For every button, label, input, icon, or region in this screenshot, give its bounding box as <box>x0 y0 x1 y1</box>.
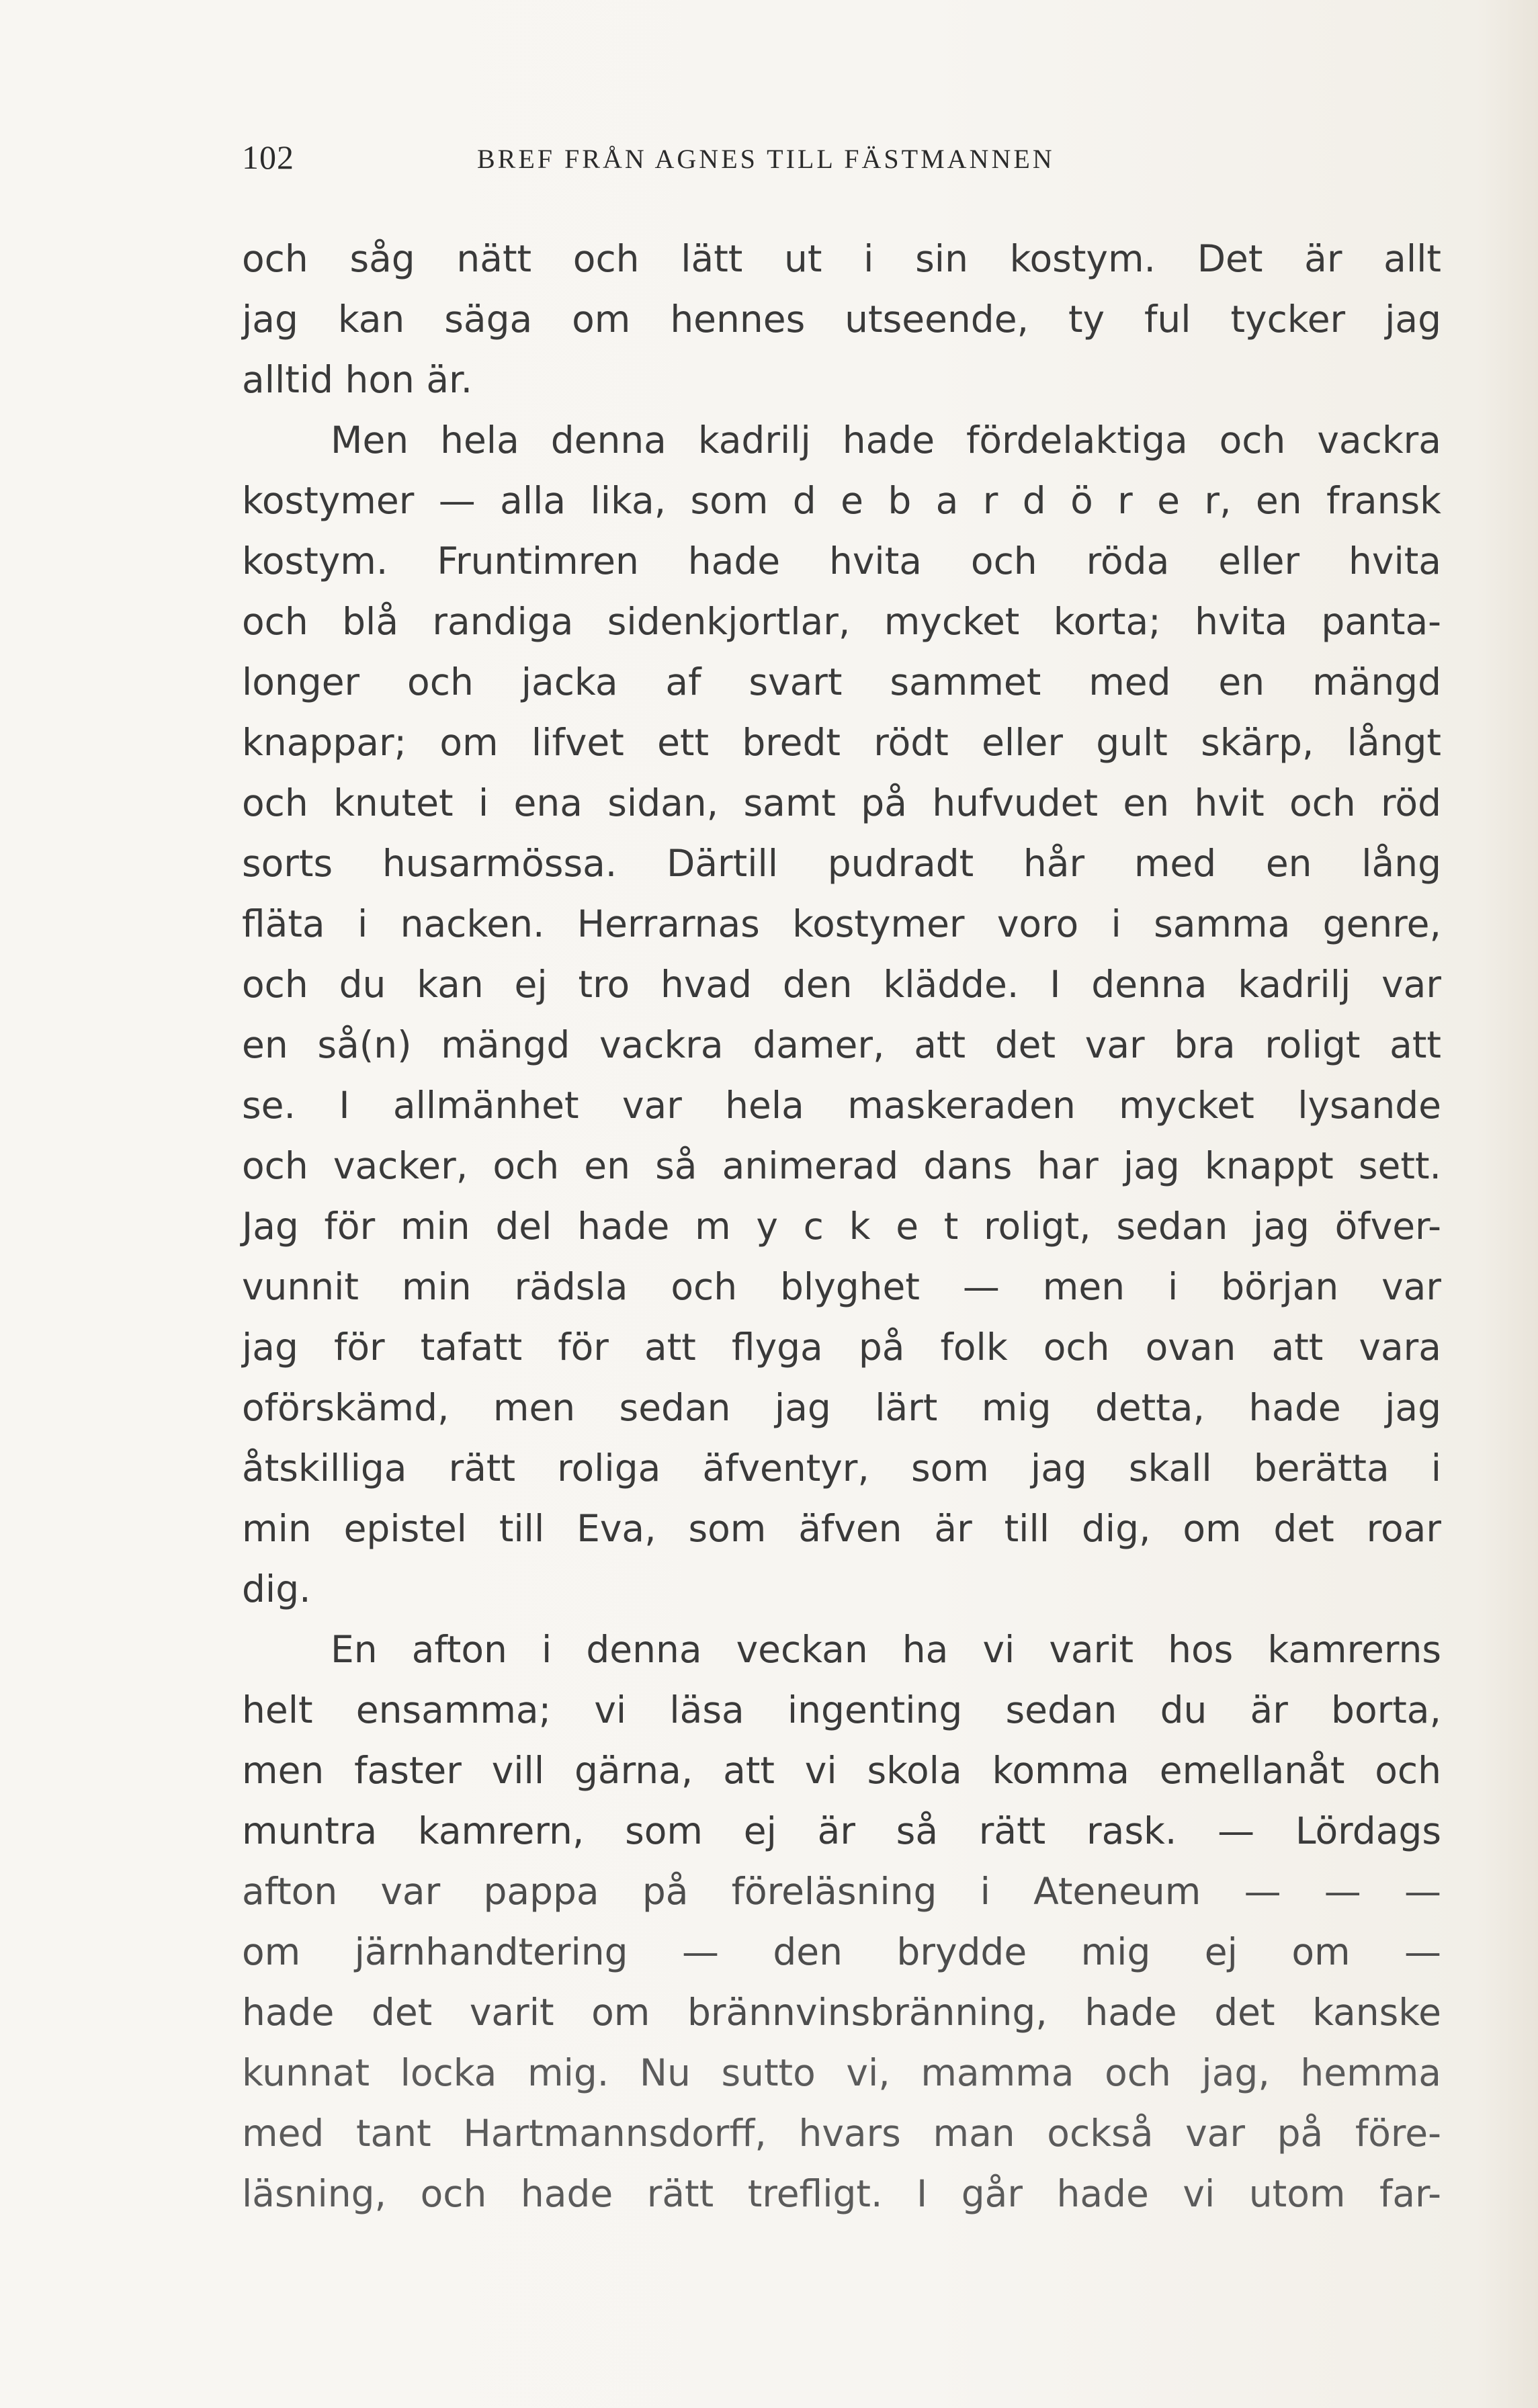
text-line: jag kan säga om hennes utseende, ty ful tycker jag <box>242 298 1441 341</box>
text-line: knappar; om lifvet ett bredt rödt eller gult skärp, långt <box>242 721 1441 764</box>
text-line: alltid hon är. <box>242 358 473 401</box>
text-line: sorts husarmössa. Därtill pudradt hår med en lång <box>242 842 1441 885</box>
text-line: En afton i denna veckan ha vi varit hos kamrerns <box>331 1628 1441 1671</box>
text-line: vunnit min rädsla och blyghet — men i början var <box>242 1265 1441 1308</box>
text-line: och knutet i ena sidan, samt på hufvudet en hvit och röd <box>242 781 1441 824</box>
text-line: longer och jacka af svart sammet med en mängd <box>242 660 1441 703</box>
body-text <box>242 228 1441 2224</box>
text-line: kunnat locka mig. Nu sutto vi, mamma och jag, hemma <box>242 2051 1441 2094</box>
page-header <box>242 138 1209 185</box>
text-line: Jag för min del hade m y c k e t roligt, sedan jag öfver- <box>242 1205 1441 1248</box>
text-line: läsning, och hade rätt trefligt. I går hade vi utom far- <box>242 2172 1441 2215</box>
text-line: min epistel till Eva, som äfven är till dig, om det roar <box>242 1507 1441 1550</box>
text-line: hade det varit om brännvinsbränning, hade det kanske <box>242 1991 1441 2034</box>
text-line: och såg nätt och lätt ut i sin kostym. Det är allt <box>242 237 1441 280</box>
text-line: kostym. Fruntimren hade hvita och röda eller hvita <box>242 540 1441 583</box>
text-line: men faster vill gärna, att vi skola komma emellanåt och <box>242 1749 1441 1792</box>
text-line: en så(n) mängd vackra damer, att det var bra roligt att <box>242 1023 1441 1066</box>
text-line: fläta i nacken. Herrarnas kostymer voro i samma genre, <box>242 902 1441 945</box>
text-line: oförskämd, men sedan jag lärt mig detta, hade jag <box>242 1386 1441 1429</box>
text-line: kostymer — alla lika, som d e b a r d ö r e r, en fransk <box>242 479 1441 522</box>
text-line: och vacker, och en så animerad dans har jag knappt sett. <box>242 1144 1441 1187</box>
text-line: muntra kamrern, som ej är så rätt rask. — Lördags <box>242 1809 1441 1852</box>
text-line: med tant Hartmannsdorff, hvars man också var på före- <box>242 2112 1441 2155</box>
text-line: om järnhandtering — den brydde mig ej om — <box>242 1930 1441 1973</box>
running-head: BREF FRÅN AGNES TILL FÄSTMANNEN <box>477 144 1055 174</box>
page-number: 102 <box>242 138 294 176</box>
text-line: och blå randiga sidenkjortlar, mycket korta; hvita panta- <box>242 600 1441 643</box>
text-line: se. I allmänhet var hela maskeraden mycket lysande <box>242 1084 1441 1127</box>
text-line: Men hela denna kadrilj hade fördelaktiga och vackra <box>331 419 1441 462</box>
text-line: och du kan ej tro hvad den klädde. I denna kadrilj var <box>242 963 1441 1006</box>
text-line: åtskilliga rätt roliga äfventyr, som jag skall berätta i <box>242 1447 1441 1490</box>
text-line: afton var pappa på föreläsning i Ateneum — — — <box>242 1870 1441 1913</box>
text-line: jag för tafatt för att flyga på folk och ovan att vara <box>242 1326 1441 1369</box>
text-line: dig. <box>242 1567 311 1610</box>
text-line: helt ensamma; vi läsa ingenting sedan du är borta, <box>242 1688 1441 1731</box>
